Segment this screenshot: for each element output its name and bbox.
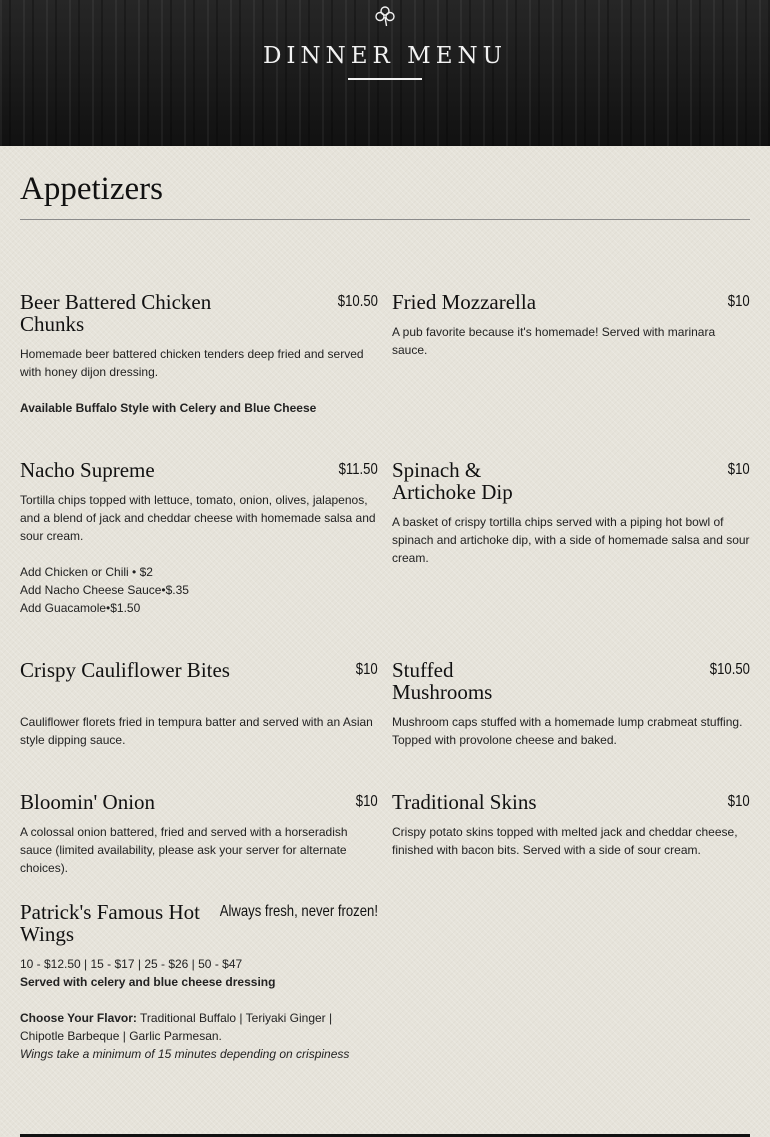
flavor-label: Choose Your Flavor: [20,1011,137,1025]
item-name: Bloomin' Onion [20,790,156,814]
item-name: Stuffed Mushrooms [392,658,493,704]
item-name: Spinach & Artichoke Dip [392,458,513,504]
wing-wait-note: Wings take a minimum of 15 minutes depending on crispiness [20,1047,350,1061]
wing-served-with: Served with celery and blue cheese dressing [20,975,276,989]
item-addon: Add Nacho Cheese Sauce•$.35 [20,583,189,597]
item-name: Traditional Skins [392,790,537,814]
item-description-text: Tortilla chips topped with lettuce, tomato, onion, olives, jalapenos, and a blend of jack and cheddar cheese with homemade salsa and sour cream. [20,493,376,543]
item-price: $10 [728,293,750,310]
menu-title: DINNER MENU [262,43,508,69]
item-description: Crispy potato skins topped with melted jack and cheddar cheese, finished with bacon bits. Served with a side of sour cream. [392,825,738,857]
item-description: Mushroom caps stuffed with a homemade lump crabmeat stuffing. Topped with provolone cheese and baked. [392,715,743,747]
item-price: $10.50 [337,293,378,310]
item-description: A colossal onion battered, fried and served with a horseradish sauce (limited availability, please ask your server for alternate choices). [20,825,348,875]
item-price: $11.50 [338,461,378,478]
item-price: $10 [728,793,750,810]
item-name: Crispy Cauliflower Bites [20,658,230,682]
item-name: Fried Mozzarella [392,290,537,314]
title-underline [348,78,422,80]
item-description: A basket of crispy tortilla chips served with a piping hot bowl of spinach and artichoke dip, with a side of homemade salsa and sour cream. [392,515,750,565]
item-note: Available Buffalo Style with Celery and Blue Cheese [20,401,317,415]
item-tagline: Always fresh, never frozen! [219,903,378,920]
item-name: Beer Battered Chicken Chunks [20,290,212,336]
item-price: $10 [356,793,378,810]
item-name: Patrick's Famous Hot Wings [20,900,200,946]
item-addon: Add Guacamole•$1.50 [20,601,141,615]
section-divider [20,219,750,220]
item-name: Nacho Supreme [20,458,155,482]
item-price: $10 [356,661,378,678]
flavor-list: Traditional Buffalo | Teriyaki Ginger | Chipotle Barbeque | Garlic Parmesan. [20,1011,333,1043]
item-description-text: Homemade beer battered chicken tenders deep fried and served with honey dijon dressing. [20,347,364,379]
section-title: Appetizers [20,171,163,207]
item-description [20,345,378,417]
wing-sizes: 10 - $12.50 | 15 - $17 | 25 - $26 | 50 - $47 [20,957,243,971]
item-price: $10 [728,461,750,478]
item-addon: Add Chicken or Chili • $2 [20,565,153,579]
item-price: $10.50 [709,661,750,678]
item-description: Cauliflower florets fried in tempura batter and served with an Asian style dipping sauce. [20,715,373,747]
header-banner [0,0,770,146]
shamrock-icon [374,5,396,27]
item-description: A pub favorite because it's homemade! Served with marinara sauce. [392,325,716,357]
item-description [20,491,378,617]
item-description [20,955,378,1063]
wing-flavors [20,1009,378,1045]
